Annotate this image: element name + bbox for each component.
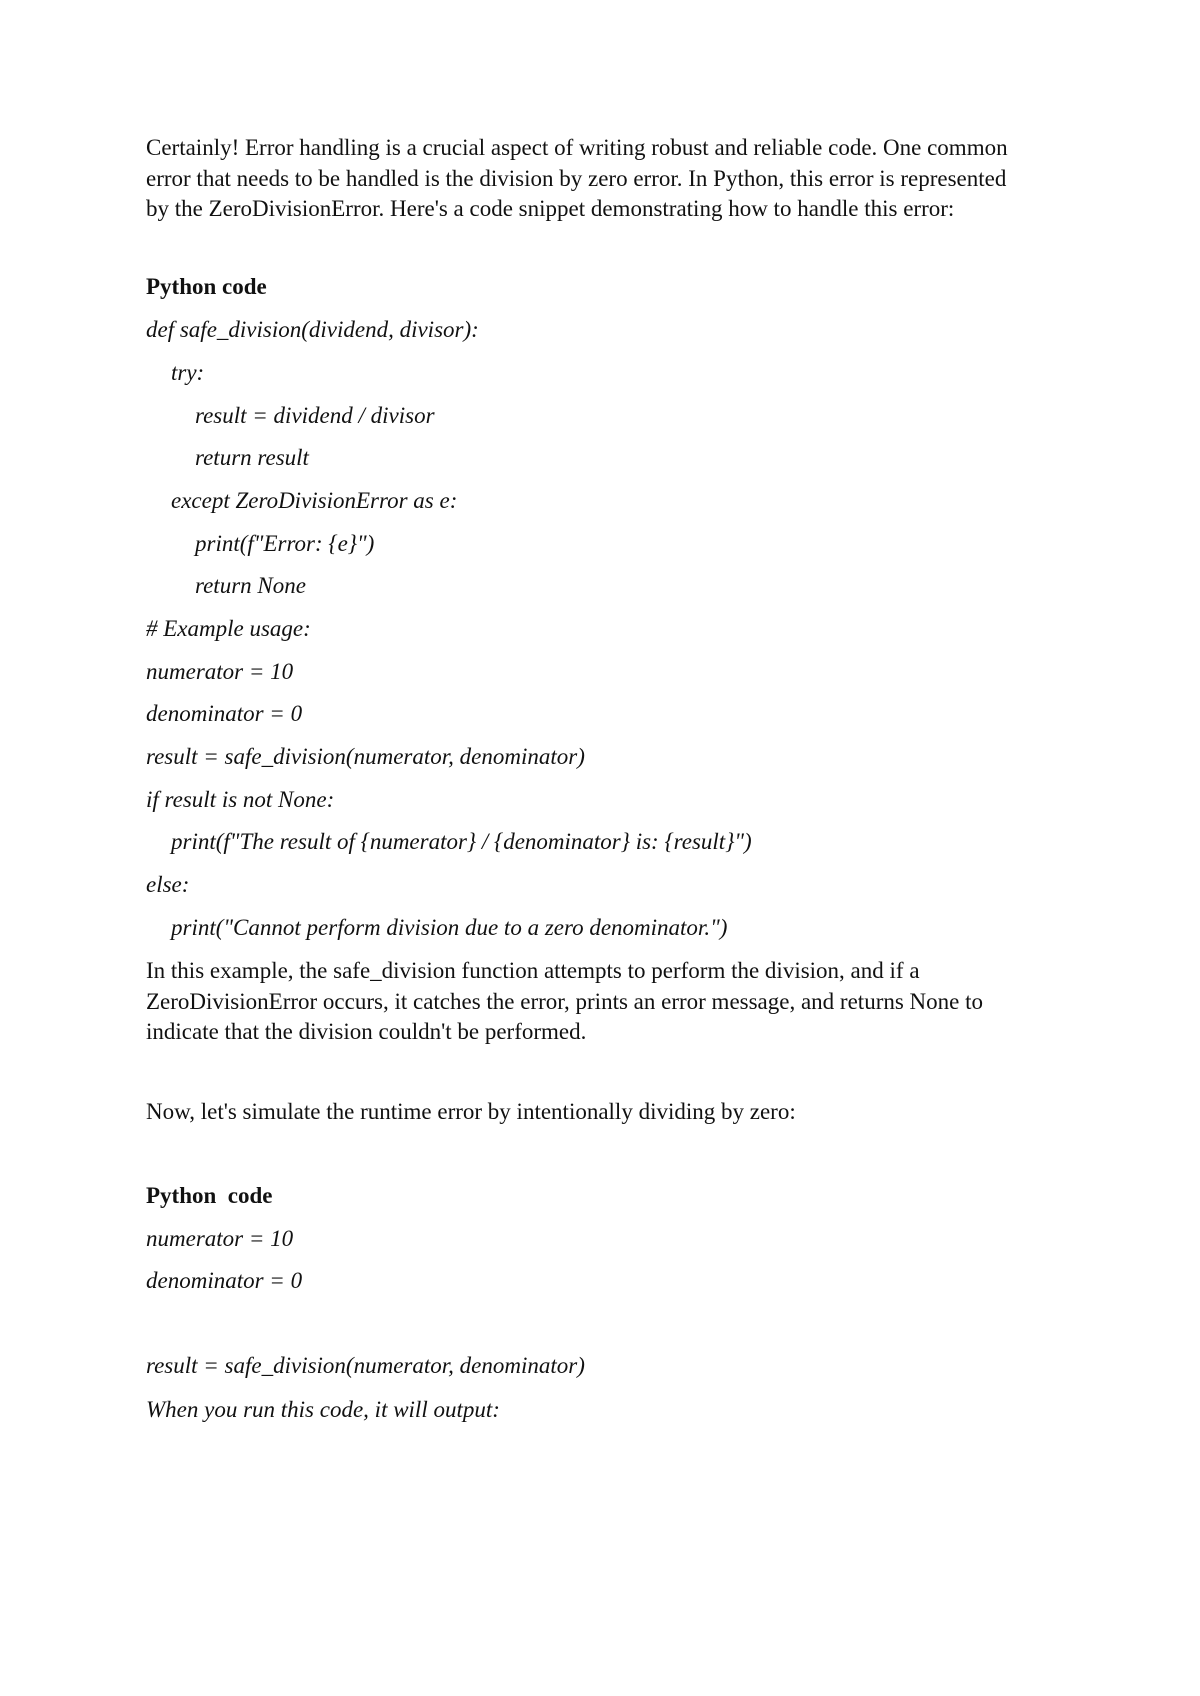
code-line: numerator = 10 <box>146 1226 294 1251</box>
code-line: # Example usage: <box>146 616 311 641</box>
explanation-paragraph <box>146 956 1076 1048</box>
intro-line: by the ZeroDivisionError. Here's a code snippet demonstrating how to handle this error: <box>146 196 955 221</box>
code-line: return result <box>195 445 309 470</box>
code-line: def safe_division(dividend, divisor): <box>146 317 479 342</box>
code-line: numerator = 10 <box>146 659 294 684</box>
explanation-line: indicate that the division couldn't be performed. <box>146 1019 587 1044</box>
code-line: print("Cannot perform division due to a zero denominator.") <box>171 915 728 940</box>
code-line: else: <box>146 872 190 897</box>
explanation-line: In this example, the safe_division function attempts to perform the division, and if a <box>146 958 920 983</box>
code-line: if result is not None: <box>146 787 335 812</box>
code-line: result = safe_division(numerator, denominator) <box>146 1353 585 1378</box>
code-line: print(f"Error: {e}") <box>195 531 375 556</box>
code-line: When you run this code, it will output: <box>146 1397 500 1422</box>
code-line: except ZeroDivisionError as e: <box>171 488 458 513</box>
code-heading-1: Python code <box>146 274 267 299</box>
document-page <box>146 0 1076 1696</box>
intro-line: Certainly! Error handling is a crucial aspect of writing robust and reliable code. One common <box>146 135 1008 160</box>
code-line: denominator = 0 <box>146 701 303 726</box>
explanation-line: ZeroDivisionError occurs, it catches the error, prints an error message, and returns None to <box>146 988 984 1014</box>
intro-paragraph <box>146 133 1076 225</box>
transition-paragraph: Now, let's simulate the runtime error by intentionally dividing by zero: <box>146 1099 796 1124</box>
code-heading-2: Python code <box>146 1183 273 1208</box>
code-line: result = safe_division(numerator, denominator) <box>146 744 585 769</box>
code-line: denominator = 0 <box>146 1268 303 1293</box>
code-line: try: <box>171 360 205 385</box>
intro-line: error that needs to be handled is the division by zero error. In Python, this error is represented <box>146 165 1007 191</box>
code-line: print(f"The result of {numerator} / {denominator} is: {result}") <box>171 829 752 854</box>
code-line: result = dividend / divisor <box>195 403 435 428</box>
code-line: return None <box>195 573 306 598</box>
